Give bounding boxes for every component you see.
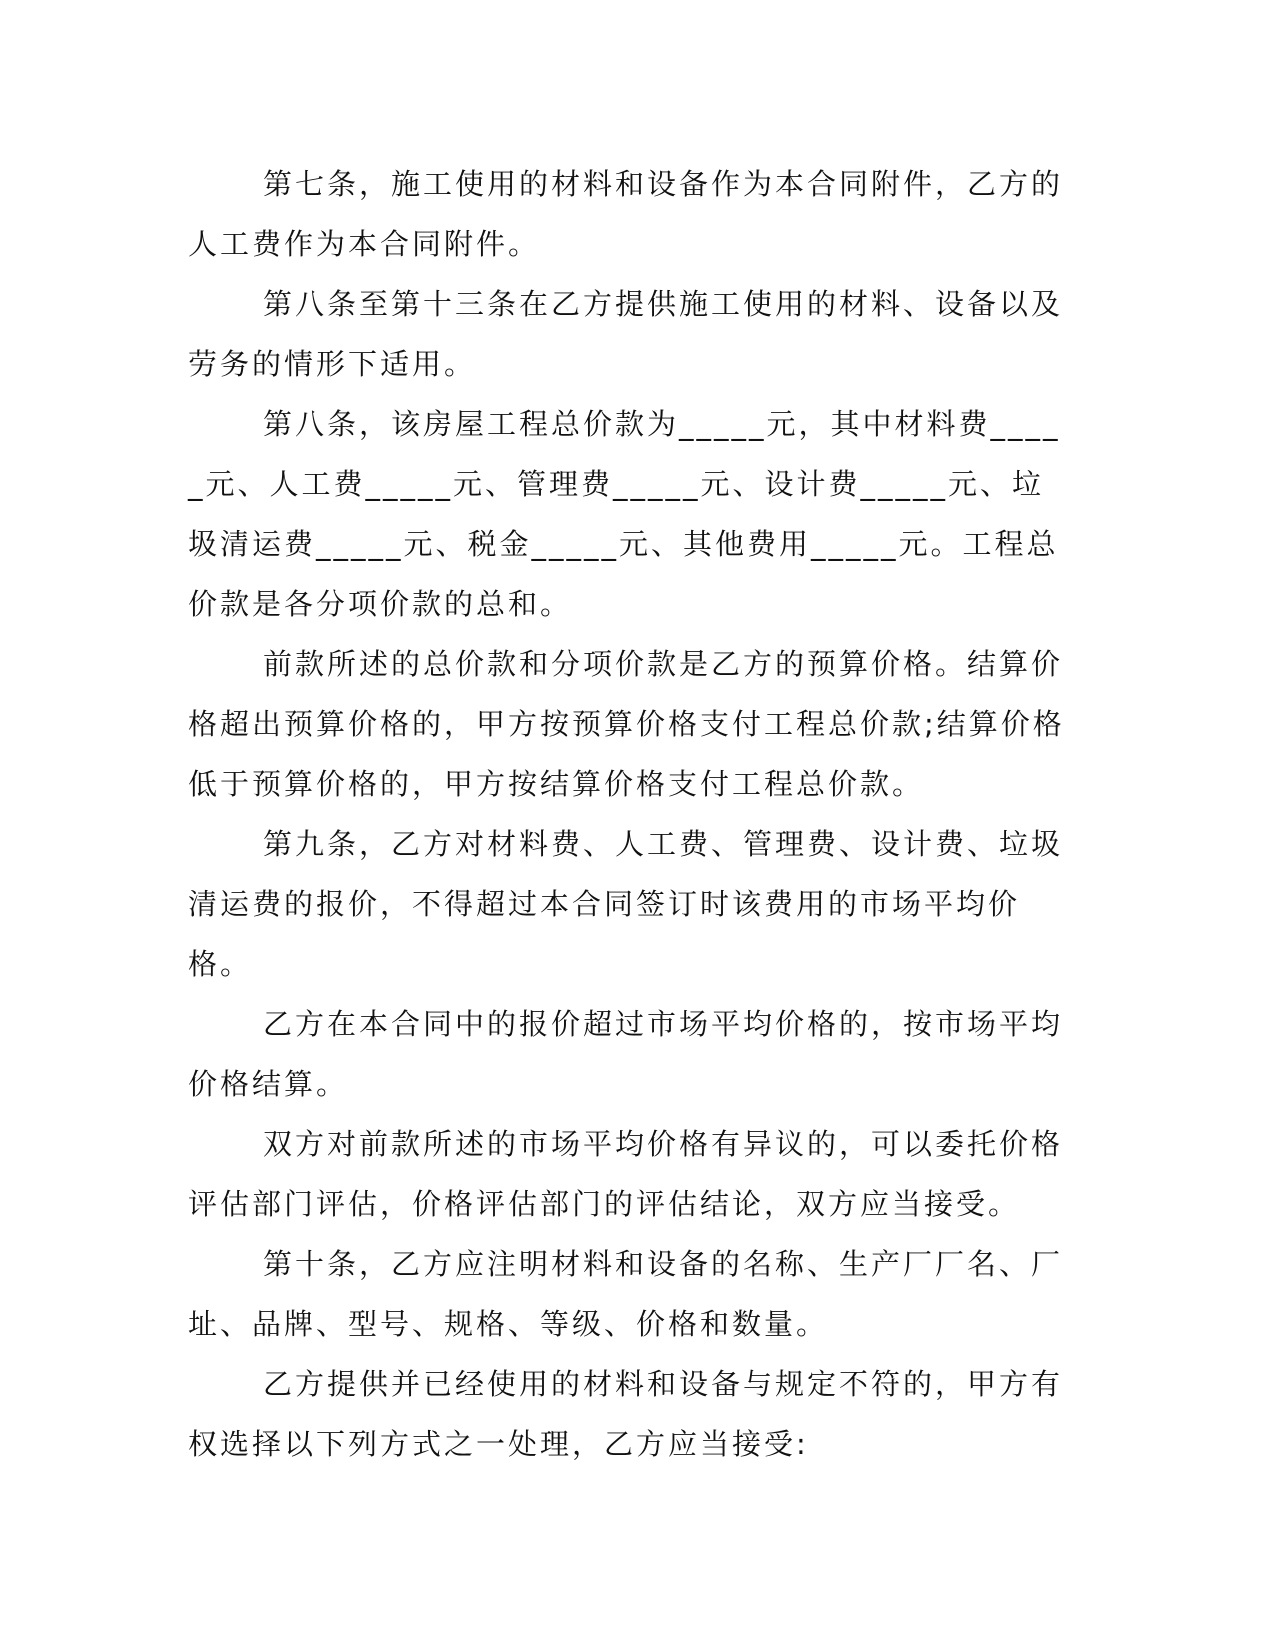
- paragraph-market-price-settlement: 乙方在本合同中的报价超过市场平均价格的，按市场平均价格结算。: [188, 1007, 1064, 1101]
- paragraph-nonconforming-materials: 乙方提供并已经使用的材料和设备与规定不符的，甲方有权选择以下列方式之一处理，乙方应当接受:: [188, 1367, 1064, 1461]
- paragraph-budget-price: 前款所述的总价款和分项价款是乙方的预算价格。结算价格超出预算价格的，甲方按预算价格支付工程总价款;结算价格低于预算价格的，甲方按结算价格支付工程总价款。: [188, 647, 1065, 801]
- document-body: [188, 154, 1075, 1474]
- paragraph-article-7: 第七条，施工使用的材料和设备作为本合同附件，乙方的人工费作为本合同附件。: [188, 167, 1064, 261]
- paragraph-article-9: 第九条，乙方对材料费、人工费、管理费、设计费、垃圾清运费的报价，不得超过本合同签订时该费用的市场平均价格。: [188, 827, 1064, 981]
- paragraph-price-dispute: 双方对前款所述的市场平均价格有异议的，可以委托价格评估部门评估，价格评估部门的评估结论，双方应当接受。: [188, 1127, 1064, 1221]
- paragraph-article-8: 第八条，该房屋工程总价款为_____元，其中材料费_____元、人工费_____元、管理费_____元、设计费_____元、垃圾清运费_____元、税金_____元、其他费用_____元。工程总价款是各分项价款的总和。: [188, 407, 1061, 621]
- paragraph-articles-8-13-scope: 第八条至第十三条在乙方提供施工使用的材料、设备以及劳务的情形下适用。: [188, 287, 1064, 381]
- paragraph-article-10: 第十条，乙方应注明材料和设备的名称、生产厂厂名、厂址、品牌、型号、规格、等级、价格和数量。: [188, 1247, 1064, 1341]
